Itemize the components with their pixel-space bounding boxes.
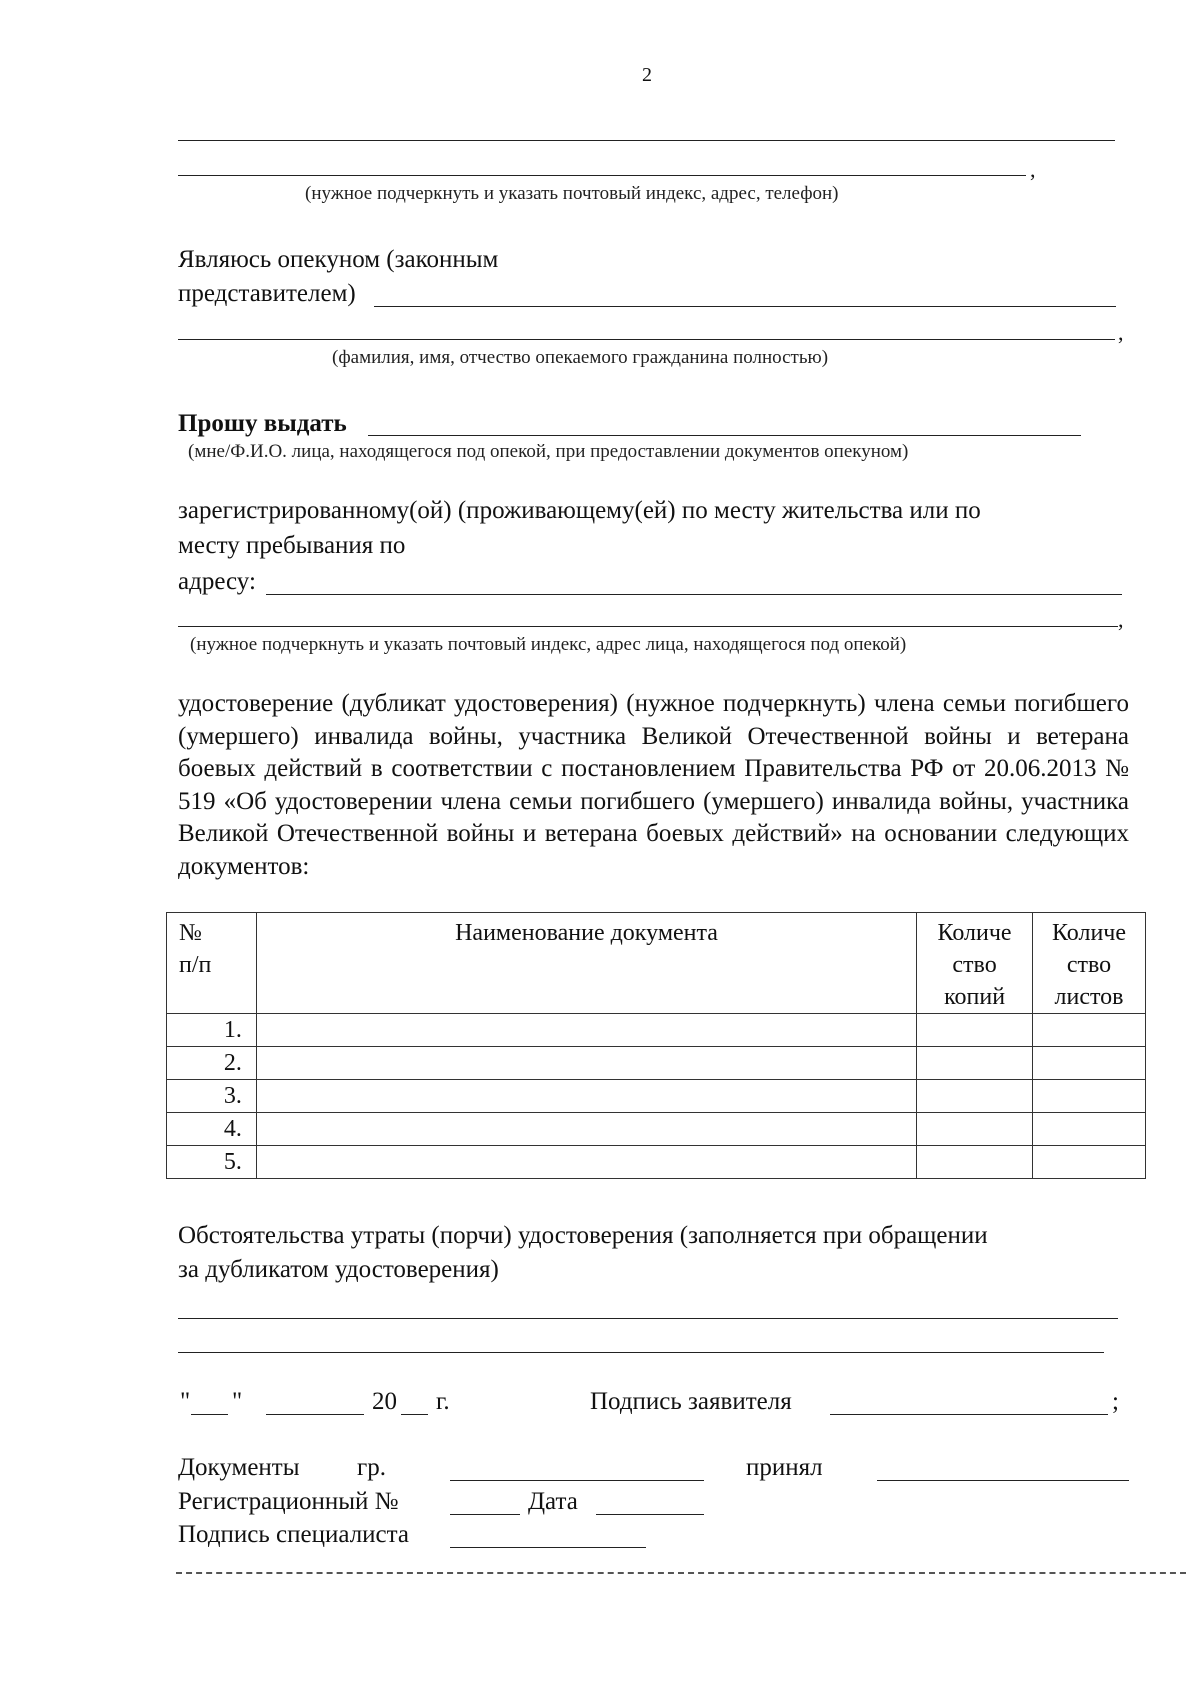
header-copies-line-1: Количе: [937, 920, 1012, 946]
office-regno-label: Регистрационный №: [178, 1488, 399, 1515]
header-num-line-2: п/п: [179, 952, 212, 978]
row-number: 3.: [167, 1080, 257, 1113]
header-sheets-line-1: Количе: [1051, 920, 1127, 946]
header-sheets-line-2: ство: [1066, 952, 1112, 978]
comma: ,: [1118, 607, 1124, 632]
row-number: 2.: [167, 1047, 257, 1080]
row-name-cell[interactable]: [256, 1080, 916, 1113]
office-gr-label: гр.: [357, 1454, 387, 1481]
row-sheets-cell[interactable]: [1033, 1014, 1146, 1047]
cut-line: [176, 1572, 1186, 1574]
header-copies-line-3: копий: [944, 984, 1006, 1010]
date-year-line[interactable]: [401, 1414, 428, 1415]
request-label: Прошу выдать: [178, 410, 347, 437]
guardian-line-2[interactable]: [178, 339, 1115, 340]
comma: ,: [1118, 320, 1124, 345]
header-copies-line-2: ство: [952, 952, 997, 978]
row-number: 5.: [167, 1146, 257, 1179]
row-copies-cell[interactable]: [917, 1080, 1033, 1113]
row-copies-cell[interactable]: [917, 1146, 1033, 1179]
row-copies-cell[interactable]: [917, 1014, 1033, 1047]
row-number: 4.: [167, 1113, 257, 1146]
header-sheets-line-3: листов: [1054, 984, 1124, 1010]
guardian-text-2: представителем): [178, 280, 356, 307]
date-year-suffix: г.: [436, 1388, 450, 1415]
office-date-line[interactable]: [596, 1514, 704, 1515]
date-month-line[interactable]: [266, 1414, 364, 1415]
page-number: 2: [642, 64, 652, 86]
documents-table: [166, 912, 1146, 1179]
registration-line-1[interactable]: [266, 594, 1122, 595]
table-row: [167, 1080, 1146, 1113]
registration-text-1: зарегистрированному(ой) (проживающему(ей) по месту жительства или по: [178, 497, 981, 524]
date-day-line[interactable]: [191, 1414, 228, 1415]
office-gr-line[interactable]: [450, 1480, 704, 1481]
date-quote-open: ": [180, 1388, 191, 1415]
table-row: [167, 1014, 1146, 1047]
row-name-cell[interactable]: [256, 1047, 916, 1080]
office-accepted-label: принял: [746, 1454, 823, 1481]
applicant-signature-label: Подпись заявителя: [590, 1388, 792, 1415]
registration-text-3: адресу:: [178, 568, 256, 595]
table-row: [167, 1113, 1146, 1146]
row-sheets-cell[interactable]: [1033, 1146, 1146, 1179]
row-name-cell[interactable]: [256, 1113, 916, 1146]
applicant-line-2[interactable]: [178, 175, 1026, 176]
row-sheets-cell[interactable]: [1033, 1113, 1146, 1146]
header-copies: [917, 913, 1033, 1014]
office-specialist-label: Подпись специалиста: [178, 1521, 409, 1548]
registration-line-2[interactable]: [178, 626, 1118, 627]
applicant-caption: (нужное подчеркнуть и указать почтовый индекс, адрес, телефон): [305, 183, 839, 204]
office-date-label: Дата: [528, 1488, 578, 1515]
table-row: [167, 1047, 1146, 1080]
body-paragraph: удостоверение (дубликат удостоверения) (нужное подчеркнуть) члена семьи погибшего (умершего) инвалида войны, участника Великой Отечественной войны и ветерана боевых действий в соответствии с постановлением Правительства РФ от 20.06.2013 № 519 «Об удостоверении члена семьи погибшего (умершего) инвалида войны, участника Великой Отечественной войны и ветерана боевых действий» на основании следующих документов:: [178, 690, 1129, 880]
request-caption: (мне/Ф.И.О. лица, находящегося под опекой, при предоставлении документов опекуном): [188, 441, 909, 462]
office-regno-line[interactable]: [450, 1514, 520, 1515]
row-name-cell[interactable]: [256, 1146, 916, 1179]
registration-text-2: месту пребывания по: [178, 532, 406, 559]
header-sheets: [1033, 913, 1146, 1014]
applicant-signature-line[interactable]: [830, 1414, 1108, 1415]
row-name-cell[interactable]: [256, 1014, 916, 1047]
loss-text-1: Обстоятельства утраты (порчи) удостоверения (заполняется при обращении: [178, 1222, 988, 1249]
date-quote-close: ": [232, 1388, 243, 1415]
row-copies-cell[interactable]: [917, 1047, 1033, 1080]
table-header-row: [167, 913, 1146, 1014]
guardian-text-1: Являюсь опекуном (законным: [178, 246, 499, 273]
loss-line-1[interactable]: [178, 1318, 1118, 1319]
applicant-line-1[interactable]: [178, 140, 1115, 141]
header-num: [167, 913, 257, 1014]
guardian-line-1[interactable]: [374, 306, 1116, 307]
loss-line-2[interactable]: [178, 1352, 1104, 1353]
row-number: 1.: [167, 1014, 257, 1047]
header-name: Наименование документа: [256, 913, 916, 1014]
guardian-caption: (фамилия, имя, отчество опекаемого гражданина полностью): [332, 347, 829, 368]
row-copies-cell[interactable]: [917, 1113, 1033, 1146]
row-sheets-cell[interactable]: [1033, 1080, 1146, 1113]
loss-text-2: за дубликатом удостоверения): [178, 1256, 499, 1283]
signature-end: ;: [1112, 1388, 1119, 1415]
registration-caption: (нужное подчеркнуть и указать почтовый индекс, адрес лица, находящегося под опекой): [190, 634, 907, 655]
row-sheets-cell[interactable]: [1033, 1047, 1146, 1080]
comma: ,: [1030, 157, 1036, 182]
office-specialist-line[interactable]: [450, 1547, 646, 1548]
request-line[interactable]: [368, 435, 1081, 436]
office-documents-label: Документы: [178, 1454, 300, 1481]
header-num-line-1: №: [179, 920, 202, 946]
table-row: [167, 1146, 1146, 1179]
date-year-prefix: 20: [372, 1388, 397, 1415]
office-accepted-line[interactable]: [877, 1480, 1129, 1481]
